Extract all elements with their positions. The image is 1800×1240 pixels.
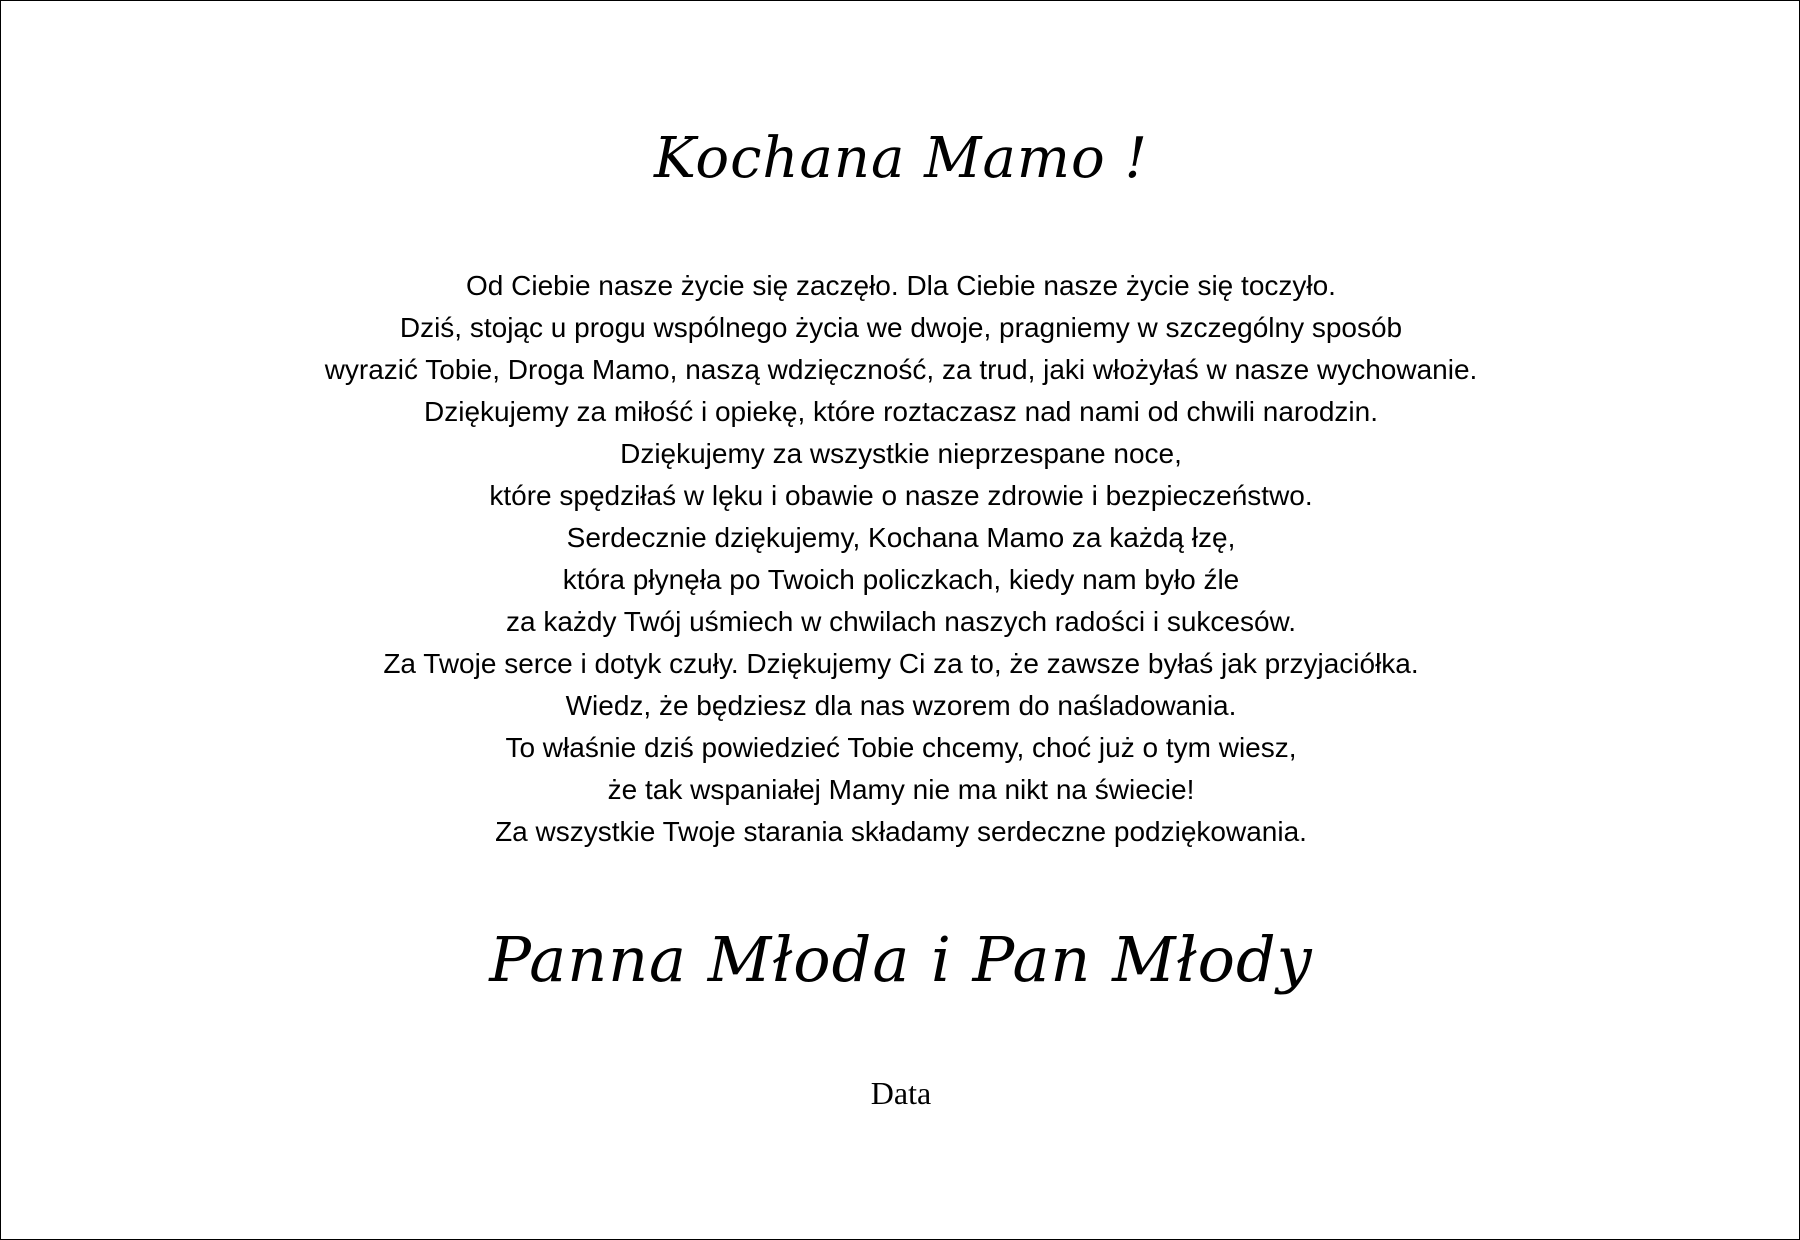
letter-body <box>1 265 1800 853</box>
letter-line: wyrazić Tobie, Droga Mamo, naszą wdzięczność, za trud, jaki włożyłaś w nasze wychowanie. <box>324 354 1478 385</box>
letter-line: Serdecznie dziękujemy, Kochana Mamo za każdą łzę, <box>566 522 1236 553</box>
letter-line: Za Twoje serce i dotyk czuły. Dziękujemy Ci za to, że zawsze byłaś jak przyjaciółka. <box>383 648 1419 679</box>
letter-signature: Panna Młoda i Pan Młody <box>489 923 1313 996</box>
letter-line: Wiedz, że będziesz dla nas wzorem do naśladowania. <box>565 690 1237 721</box>
letter-line: Dziękujemy za miłość i opiekę, które roztaczasz nad nami od chwili narodzin. <box>424 396 1378 427</box>
letter-line: Dziękujemy za wszystkie nieprzespane noce, <box>620 438 1182 469</box>
letter-line: które spędziłaś w lęku i obawie o nasze zdrowie i bezpieczeństwo. <box>489 480 1313 511</box>
letter-line: że tak wspaniałej Mamy nie ma nikt na świecie! <box>607 774 1195 805</box>
date-label: Data <box>870 1075 932 1111</box>
letter-line: która płynęła po Twoich policzkach, kiedy nam było źle <box>562 564 1240 595</box>
letter-line: Dziś, stojąc u progu wspólnego życia we dwoje, pragniemy w szczególny sposób <box>399 312 1403 343</box>
letter-line: Od Ciebie nasze życie się zaczęło. Dla Ciebie nasze życie się toczyło. <box>466 270 1336 301</box>
letter-line: To właśnie dziś powiedzieć Tobie chcemy, choć już o tym wiesz, <box>505 732 1297 763</box>
letter-line: Za wszystkie Twoje starania składamy serdeczne podziękowania. <box>495 816 1307 847</box>
letter-line: za każdy Twój uśmiech w chwilach naszych radości i sukcesów. <box>505 606 1297 637</box>
letter-heading: Kochana Mamo ! <box>654 126 1148 191</box>
